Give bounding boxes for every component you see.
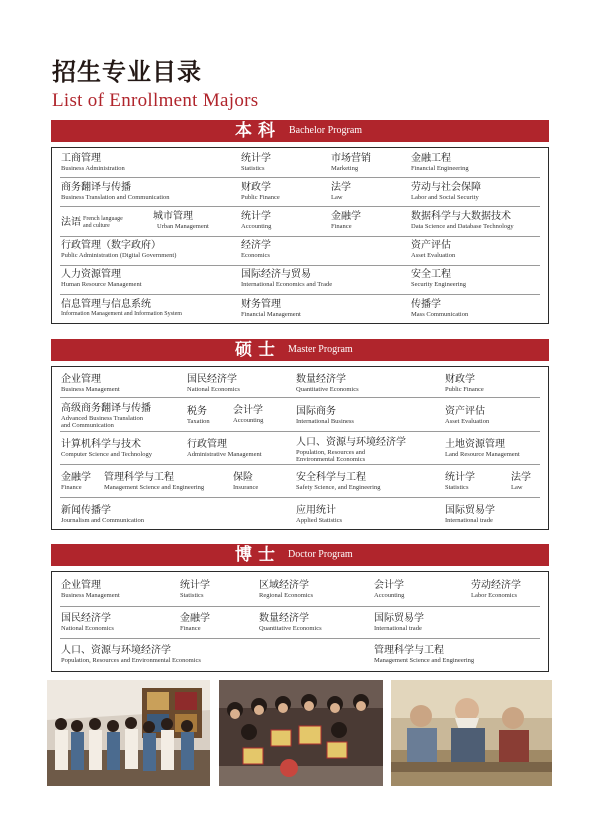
major-item: 劳动经济学 Labor Economics — [471, 580, 521, 599]
major-item: 会计学 Accounting — [233, 405, 264, 424]
major-item: 行政管理 Administrative Management — [187, 439, 262, 458]
major-item: 管理科学与工程 Management Science and Engineering — [374, 645, 475, 664]
major-item: 金融学 Finance — [180, 613, 210, 632]
row-divider — [60, 265, 540, 266]
master-banner — [51, 339, 549, 361]
major-item: 土地资源管理 Land Resource Management — [445, 439, 520, 458]
major-item: 传播学 Mass Communication — [411, 299, 469, 318]
row-divider — [60, 464, 540, 465]
doctor-banner-title: 博士 — [235, 545, 281, 565]
major-item: 人口、资源与环境经济学 Population, Resources and Environmental Economics — [61, 645, 201, 664]
major-item: 计算机科学与技术 Computer Science and Technology — [61, 439, 152, 458]
major-item: 国民经济学 National Economics — [187, 374, 240, 393]
row-divider — [60, 638, 540, 639]
row-divider — [60, 497, 540, 498]
major-item: 金融学 Finance — [61, 472, 91, 491]
page-subtitle: List of Enrollment Majors — [52, 90, 259, 111]
major-item: 数量经济学 Quantitative Economics — [296, 374, 359, 393]
master-list — [51, 366, 549, 530]
major-item: 人力资源管理 Human Resource Management — [61, 269, 142, 288]
major-item: 经济学 Economics — [241, 240, 271, 259]
major-item: 资产评估 Asset Evaluation — [445, 406, 490, 425]
master-banner-title: 硕士 — [235, 340, 281, 360]
major-item: 法学 Law — [331, 182, 351, 201]
major-item: 资产评估 Asset Evaluation — [411, 240, 456, 259]
major-item: 国际贸易学 International trade — [374, 613, 424, 632]
classroom-students-photo — [219, 680, 383, 786]
bachelor-banner-title: 本科 — [235, 121, 281, 141]
major-item: 财政学 Public Finance — [445, 374, 484, 393]
row-divider — [60, 397, 540, 398]
major-item: 财政学 Public Finance — [241, 182, 280, 201]
major-item: 安全工程 Security Engineering — [411, 269, 467, 288]
major-item: 税务 Taxation — [187, 406, 210, 425]
cultural-event-photo — [47, 680, 210, 786]
major-item: 数据科学与大数据技术 Data Science and Database Technology — [411, 211, 514, 230]
doctor-banner — [51, 544, 549, 566]
major-item: 新闻传播学 Journalism and Communication — [61, 505, 145, 524]
major-item: 应用统计 Applied Statistics — [296, 505, 343, 524]
major-item: 企业管理 Business Management — [61, 374, 120, 393]
major-item: 财务管理 Financial Management — [241, 299, 301, 318]
bachelor-banner-subtitle: Bachelor Program — [289, 125, 363, 136]
major-item: 工商管理 Business Administration — [61, 153, 125, 172]
bachelor-banner — [51, 120, 549, 142]
major-item: 法语 French language and culture — [61, 215, 123, 229]
major-item: 市场营销 Marketing — [331, 153, 371, 172]
doctor-list — [51, 571, 549, 672]
row-divider — [60, 206, 540, 207]
major-item: 金融工程 Financial Engineering — [411, 153, 469, 172]
major-item: 国际经济与贸易 International Economics and Trade — [241, 269, 333, 288]
major-item: 企业管理 Business Management — [61, 580, 120, 599]
row-divider — [60, 606, 540, 607]
major-item: 法学 Law — [511, 472, 531, 491]
master-banner-subtitle: Master Program — [288, 344, 353, 355]
row-divider — [60, 431, 540, 432]
major-item: 劳动与社会保障 Labor and Social Security — [411, 182, 481, 201]
row-divider — [60, 236, 540, 237]
student-activity-photo — [391, 680, 552, 786]
major-item: 保险 Insurance — [233, 472, 259, 491]
major-item: 会计学 Accounting — [374, 580, 405, 599]
major-item: 数量经济学 Quantitative Economics — [259, 613, 322, 632]
major-item: 商务翻译与传播 Business Translation and Communication — [61, 182, 170, 201]
row-divider — [60, 177, 540, 178]
doctor-banner-subtitle: Doctor Program — [288, 549, 353, 560]
major-item: 国际贸易学 International trade — [445, 505, 495, 524]
major-item: 国际商务 International Business — [296, 406, 354, 425]
bachelor-list — [51, 147, 549, 324]
major-item: 城市管理 Urban Management — [153, 211, 209, 230]
major-item: 高级商务翻译与传播 Advanced Business Translation and Communication — [61, 403, 151, 429]
major-item: 金融学 Finance — [331, 211, 361, 230]
major-item: 国民经济学 National Economics — [61, 613, 114, 632]
major-item: 区域经济学 Regional Economics — [259, 580, 313, 599]
major-item: 统计学 Accounting — [241, 211, 272, 230]
major-item: 安全科学与工程 Safety Science, and Engineering — [296, 472, 381, 491]
major-item: 管理科学与工程 Management Science and Engineering — [104, 472, 205, 491]
major-item: 人口、资源与环境经济学 Population, Resources and Environmental Economics — [296, 437, 406, 463]
page-title: 招生专业目录 — [52, 58, 202, 86]
major-item: 统计学 Statistics — [241, 153, 271, 172]
major-item: 信息管理与信息系统 Information Management and Information System — [61, 299, 182, 317]
major-item: 统计学 Statistics — [180, 580, 210, 599]
major-item: 行政管理（数字政府） Public Administration (Digital Government) — [61, 240, 177, 259]
major-item: 统计学 Statistics — [445, 472, 475, 491]
row-divider — [60, 294, 540, 295]
